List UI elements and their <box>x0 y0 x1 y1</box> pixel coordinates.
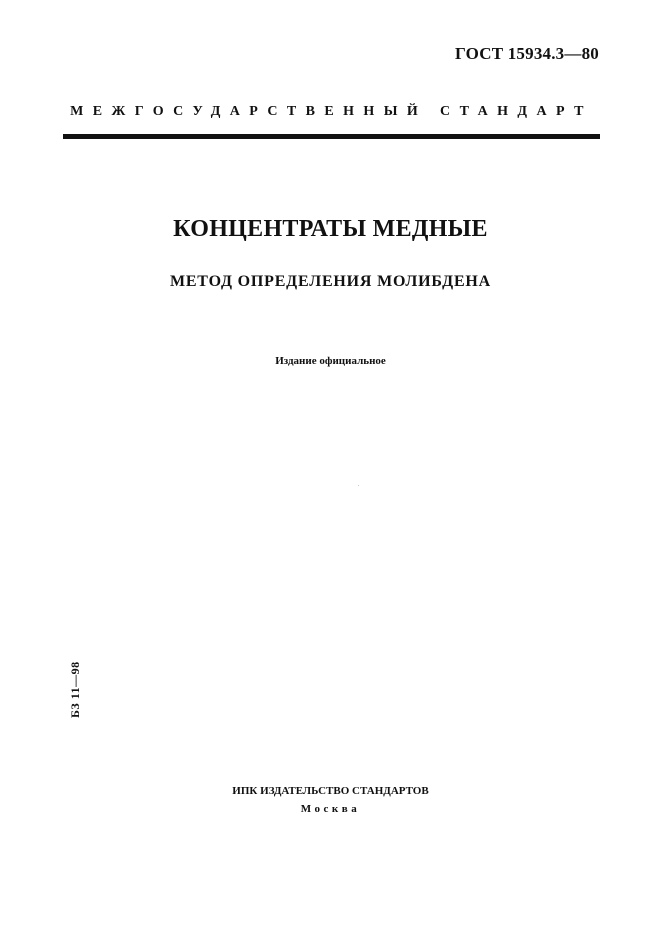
header-divider <box>63 134 600 139</box>
standard-category: МЕЖГОСУДАРСТВЕННЫЙ СТАНДАРТ <box>70 104 593 119</box>
document-subtitle: МЕТОД ОПРЕДЕЛЕНИЯ МОЛИБДЕНА <box>169 273 492 290</box>
edition-note: Издание официальное <box>275 355 386 367</box>
document-title: КОНЦЕНТРАТЫ МЕДНЫЕ <box>173 216 488 242</box>
standard-number: ГОСТ 15934.3—80 <box>455 44 599 63</box>
publisher-name: ИПК ИЗДАТЕЛЬСТВО СТАНДАРТОВ <box>232 785 429 797</box>
publisher-city: Москва <box>300 803 361 815</box>
print-speck <box>358 485 359 486</box>
side-code: БЗ 11—98 <box>68 661 82 718</box>
